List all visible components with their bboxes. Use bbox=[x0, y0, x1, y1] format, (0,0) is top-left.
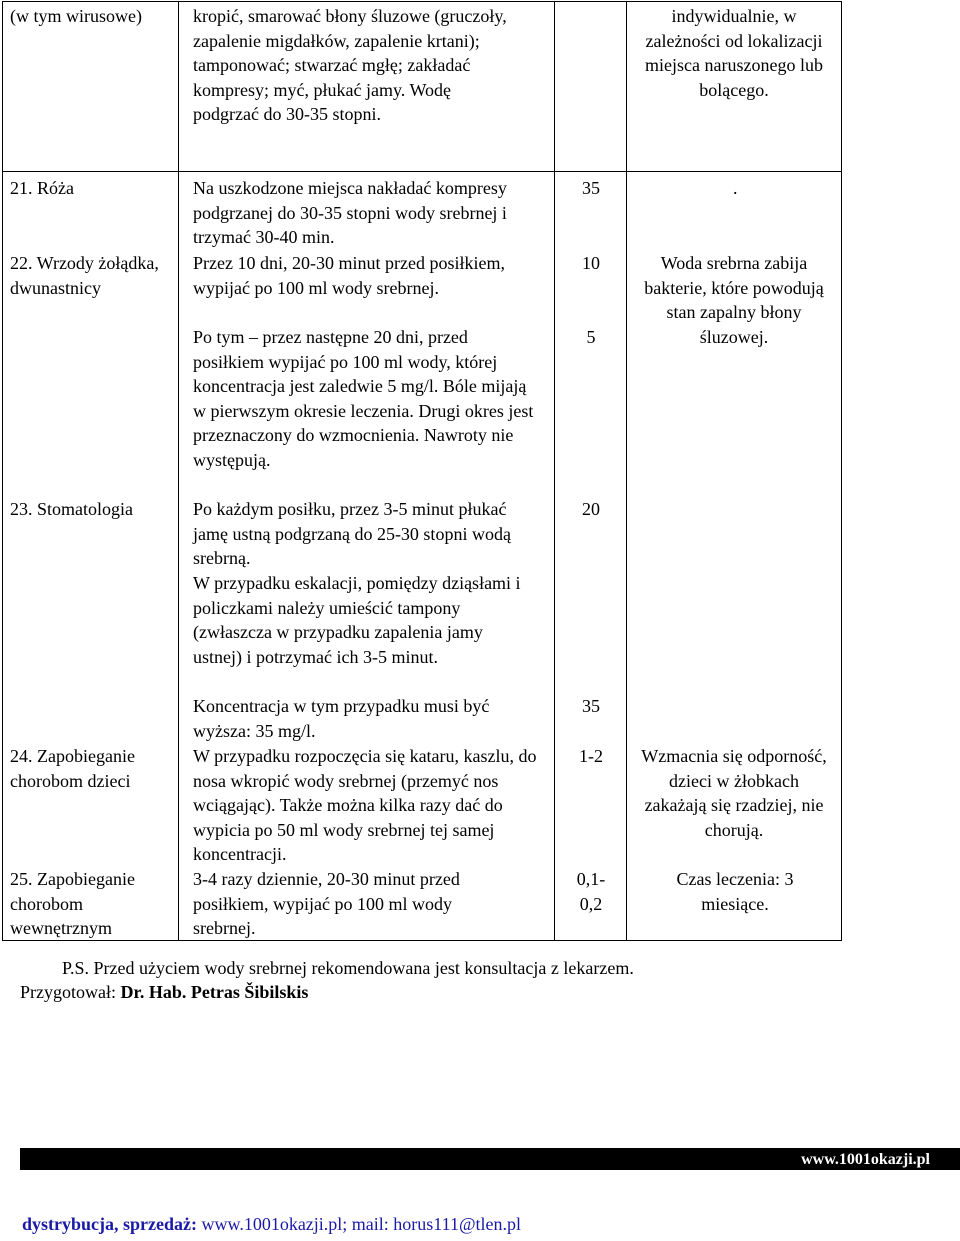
treatment-description bbox=[193, 176, 538, 250]
footer-contact bbox=[22, 1212, 521, 1236]
disease-name: 22. Wrzody żołądka, dwunastnicy bbox=[10, 253, 159, 298]
footer-site-link[interactable]: www.1001okazji.pl bbox=[801, 1151, 930, 1168]
dose-cell: 1-2 bbox=[579, 746, 603, 766]
author-name: Dr. Hab. Petras Šibilskis bbox=[120, 982, 309, 1002]
treatment-description: Po każdym posiłku, przez 3-5 minut płukać jamę ustną podgrzaną do 25-30 stopni wodą srebrną. bbox=[193, 499, 511, 568]
treatment-description: Przez 10 dni, 20-30 minut przed posiłkiem, wypijać po 100 ml wody srebrnej. bbox=[193, 253, 505, 298]
notes-cell: indywidualnie, w zależności od lokalizacji miejsca naruszonego lub bolącego. bbox=[645, 6, 823, 100]
table-col-divider bbox=[554, 1, 555, 941]
author-line bbox=[20, 980, 308, 1004]
author-label: Przygotował: bbox=[20, 982, 116, 1002]
footer-contact-text[interactable]: www.1001okazji.pl; mail: horus111@tlen.pl bbox=[196, 1214, 522, 1234]
notes-cell: Wzmacnia się odporność, dzieci w żłobkach zakażają się rzadziej, nie chorują. bbox=[641, 746, 827, 840]
table-right-border bbox=[841, 1, 842, 941]
table-col-divider bbox=[626, 1, 627, 941]
disease-name: 21. Róża bbox=[10, 178, 74, 198]
dose-cell: 0,1-0,2 bbox=[576, 869, 606, 914]
dose-cell-secondary: 35 bbox=[582, 696, 600, 716]
table-left-border bbox=[2, 1, 3, 941]
dose-cell-secondary: 5 bbox=[586, 327, 596, 347]
treatment-description-continued: W przypadku eskalacji, pomiędzy dziąsłami i policzkami należy umieścić tampony (zwłaszcza w przypadku zapalenia jamy ustnej) i potrzymać ich 3-5 minut. bbox=[193, 573, 521, 667]
disease-name: 25. Zapobieganie chorobom wewnętrznym bbox=[10, 869, 135, 938]
table-top-border bbox=[2, 1, 842, 2]
footer-contact-label: dystrybucja, sprzedaż: bbox=[22, 1214, 197, 1234]
disease-name: (w tym wirusowe) bbox=[10, 6, 142, 26]
table-row-divider bbox=[2, 171, 842, 172]
description-first-line: Na uszkodzone miejsca nakładać kompresy podgrzanej do 30-35 stopni wody srebrnej i trzymać 30-40 min. bbox=[193, 178, 507, 247]
treatment-description-concentration: Koncentracja w tym przypadku musi być wyższa: 35 mg/l. bbox=[193, 696, 490, 741]
disease-name: 23. Stomatologia bbox=[10, 499, 133, 519]
dose-cell: 35 bbox=[582, 178, 600, 198]
dose-cell: 10 bbox=[582, 253, 600, 273]
notes-cell: Czas leczenia: 3 miesiące. bbox=[676, 869, 794, 914]
disease-name: 24. Zapobieganie chorobom dzieci bbox=[10, 746, 135, 791]
notes-cell: . bbox=[733, 178, 738, 198]
dose-cell: 20 bbox=[582, 499, 600, 519]
table-col-divider bbox=[178, 1, 179, 941]
treatment-description: W przypadku rozpoczęcia się kataru, kaszlu, do nosa wkropić wody srebrnej (przemyć nos wciągając). Także można kilka razy dać do wypicia po 50 ml wody srebrnej tej samej koncentracji. bbox=[193, 746, 537, 864]
treatment-description-continued: Po tym – przez następne 20 dni, przed posiłkiem wypijać po 100 ml wody, której koncentracja jest zaledwie 5 mg/l. Bóle mijają w pierwszym okresie leczenia. Drugi okres jest przeznaczony do wzmocnienia. Nawroty nie występują. bbox=[193, 327, 534, 470]
treatment-description: kropić, smarować błony śluzowe (gruczoły, zapalenie migdałków, zapalenie krtani); tamponować; stwarzać mgłę; zakładać kompresy; myć, płukać jamy. Wodę podgrzać do 30-35 stopni. bbox=[193, 6, 507, 124]
notes-cell: Woda srebrna zabija bakterie, które powodują stan zapalny błony śluzowej. bbox=[644, 253, 824, 347]
treatment-description: 3-4 razy dziennie, 20-30 minut przed posiłkiem, wypijać po 100 ml wody srebrnej. bbox=[193, 869, 460, 938]
ps-note: P.S. Przed użyciem wody srebrnej rekomendowana jest konsultacja z lekarzem. bbox=[62, 958, 634, 978]
